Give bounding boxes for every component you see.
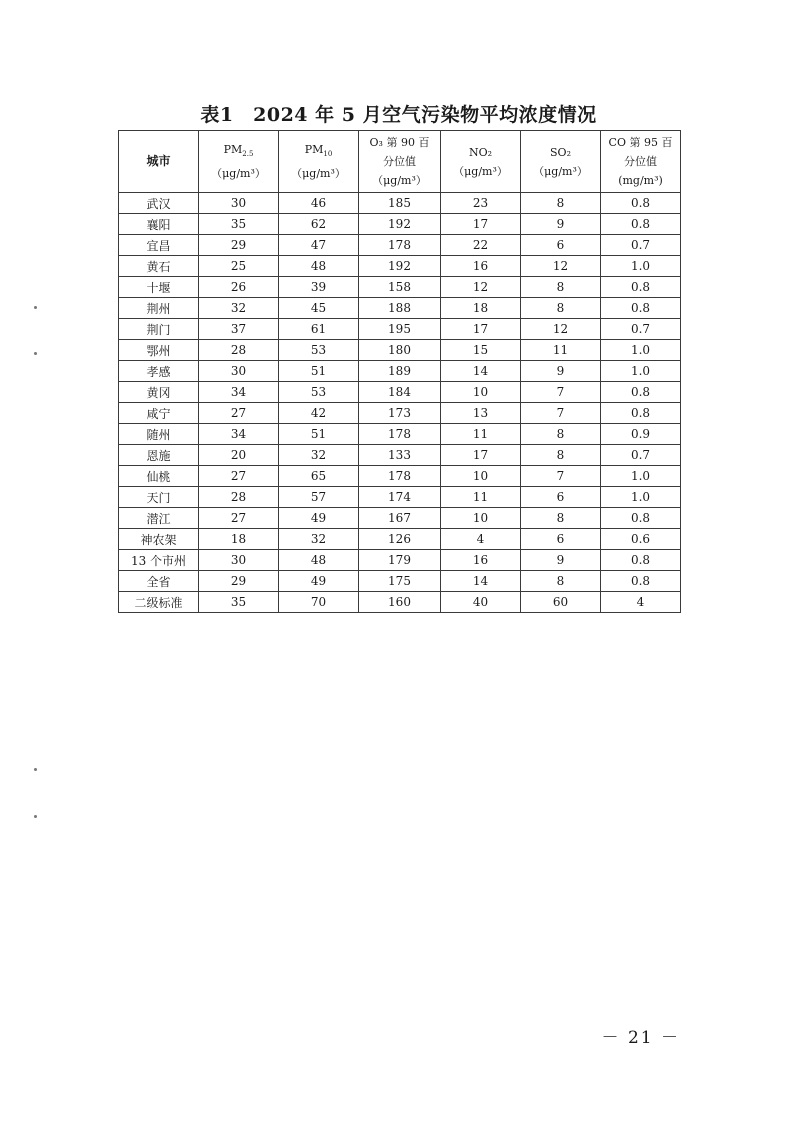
cell-o3: 185 <box>359 193 441 214</box>
cell-pm10: 70 <box>279 592 359 613</box>
o3-label-line2: 分位值 <box>383 155 416 168</box>
table-row <box>119 424 681 445</box>
cell-o3: 180 <box>359 340 441 361</box>
cell-pm25: 25 <box>199 256 279 277</box>
cell-pm25: 27 <box>199 466 279 487</box>
table-row <box>119 298 681 319</box>
table-row <box>119 487 681 508</box>
cell-pm10: 45 <box>279 298 359 319</box>
table-row <box>119 235 681 256</box>
cell-pm10: 51 <box>279 424 359 445</box>
cell-pm25: 28 <box>199 487 279 508</box>
header-co <box>601 131 681 193</box>
co-unit: (mg/m³) <box>618 174 663 187</box>
cell-no2: 14 <box>441 571 521 592</box>
cell-city: 咸宁 <box>119 403 199 424</box>
cell-so2: 8 <box>521 508 601 529</box>
table-row <box>119 592 681 613</box>
cell-pm25: 29 <box>199 571 279 592</box>
cell-o3: 175 <box>359 571 441 592</box>
cell-so2: 8 <box>521 424 601 445</box>
table-body <box>119 193 681 613</box>
cell-o3: 160 <box>359 592 441 613</box>
cell-o3: 178 <box>359 424 441 445</box>
cell-o3: 167 <box>359 508 441 529</box>
cell-pm25: 32 <box>199 298 279 319</box>
cell-o3: 173 <box>359 403 441 424</box>
cell-so2: 9 <box>521 361 601 382</box>
cell-o3: 126 <box>359 529 441 550</box>
cell-pm10: 32 <box>279 529 359 550</box>
cell-city: 天门 <box>119 487 199 508</box>
cell-city: 鄂州 <box>119 340 199 361</box>
table-row <box>119 277 681 298</box>
cell-pm10: 62 <box>279 214 359 235</box>
header-so2 <box>521 131 601 193</box>
scan-speck <box>34 306 37 309</box>
cell-pm10: 51 <box>279 361 359 382</box>
pm25-label: PM <box>223 142 243 156</box>
cell-no2: 17 <box>441 319 521 340</box>
header-o3 <box>359 131 441 193</box>
pollutant-table <box>118 130 681 613</box>
pm25-unit: （μg/m³） <box>211 167 266 181</box>
cell-so2: 7 <box>521 382 601 403</box>
cell-city: 随州 <box>119 424 199 445</box>
cell-o3: 179 <box>359 550 441 571</box>
cell-city: 黄冈 <box>119 382 199 403</box>
cell-pm25: 27 <box>199 403 279 424</box>
table-row <box>119 466 681 487</box>
table-row <box>119 319 681 340</box>
cell-no2: 15 <box>441 340 521 361</box>
cell-co: 0.8 <box>601 382 681 403</box>
cell-so2: 12 <box>521 319 601 340</box>
cell-so2: 8 <box>521 298 601 319</box>
header-city: 城市 <box>119 131 199 193</box>
cell-co: 0.8 <box>601 571 681 592</box>
cell-pm10: 53 <box>279 382 359 403</box>
cell-co: 1.0 <box>601 487 681 508</box>
table-title: 表1 2024 年 5 月空气污染物平均浓度情况 <box>200 104 597 126</box>
cell-so2: 6 <box>521 235 601 256</box>
cell-co: 0.8 <box>601 277 681 298</box>
cell-pm10: 57 <box>279 487 359 508</box>
scan-speck <box>34 352 37 355</box>
page-number: － 21 － <box>601 1028 680 1048</box>
cell-no2: 12 <box>441 277 521 298</box>
cell-city: 潜江 <box>119 508 199 529</box>
table-row <box>119 571 681 592</box>
header-pm25 <box>199 131 279 193</box>
cell-co: 1.0 <box>601 256 681 277</box>
cell-no2: 17 <box>441 445 521 466</box>
cell-co: 0.7 <box>601 235 681 256</box>
cell-pm25: 30 <box>199 550 279 571</box>
cell-no2: 17 <box>441 214 521 235</box>
cell-city: 全省 <box>119 571 199 592</box>
pm10-unit: （μg/m³） <box>291 167 346 181</box>
cell-city: 宜昌 <box>119 235 199 256</box>
cell-pm10: 48 <box>279 256 359 277</box>
cell-pm25: 28 <box>199 340 279 361</box>
cell-no2: 10 <box>441 508 521 529</box>
cell-no2: 16 <box>441 550 521 571</box>
cell-o3: 174 <box>359 487 441 508</box>
cell-co: 0.8 <box>601 508 681 529</box>
cell-so2: 6 <box>521 529 601 550</box>
cell-o3: 158 <box>359 277 441 298</box>
cell-no2: 11 <box>441 487 521 508</box>
cell-o3: 178 <box>359 235 441 256</box>
cell-co: 0.7 <box>601 319 681 340</box>
co-label-line1: CO 第 95 百 <box>608 136 673 149</box>
cell-pm10: 42 <box>279 403 359 424</box>
cell-no2: 13 <box>441 403 521 424</box>
cell-so2: 7 <box>521 403 601 424</box>
cell-so2: 7 <box>521 466 601 487</box>
cell-no2: 16 <box>441 256 521 277</box>
cell-city: 荆门 <box>119 319 199 340</box>
cell-no2: 23 <box>441 193 521 214</box>
cell-no2: 22 <box>441 235 521 256</box>
cell-no2: 10 <box>441 466 521 487</box>
cell-pm10: 48 <box>279 550 359 571</box>
pm10-label: PM <box>304 142 324 156</box>
table-row <box>119 382 681 403</box>
cell-o3: 195 <box>359 319 441 340</box>
cell-co: 0.8 <box>601 403 681 424</box>
table-row <box>119 403 681 424</box>
cell-co: 0.8 <box>601 550 681 571</box>
cell-city: 恩施 <box>119 445 199 466</box>
cell-no2: 4 <box>441 529 521 550</box>
cell-pm10: 53 <box>279 340 359 361</box>
cell-pm10: 65 <box>279 466 359 487</box>
table-row <box>119 256 681 277</box>
co-label-line2: 分位值 <box>624 155 657 168</box>
cell-city: 二级标准 <box>119 592 199 613</box>
cell-no2: 11 <box>441 424 521 445</box>
cell-city: 仙桃 <box>119 466 199 487</box>
cell-o3: 184 <box>359 382 441 403</box>
cell-o3: 192 <box>359 214 441 235</box>
cell-so2: 11 <box>521 340 601 361</box>
cell-city: 荆州 <box>119 298 199 319</box>
cell-pm10: 49 <box>279 571 359 592</box>
cell-pm25: 27 <box>199 508 279 529</box>
cell-no2: 10 <box>441 382 521 403</box>
cell-co: 1.0 <box>601 340 681 361</box>
cell-city: 神农架 <box>119 529 199 550</box>
table-row <box>119 193 681 214</box>
o3-label-line1: O₃ 第 90 百 <box>369 136 430 149</box>
cell-so2: 12 <box>521 256 601 277</box>
table-row <box>119 508 681 529</box>
table-row <box>119 550 681 571</box>
cell-no2: 18 <box>441 298 521 319</box>
cell-co: 0.9 <box>601 424 681 445</box>
cell-pm10: 39 <box>279 277 359 298</box>
cell-co: 1.0 <box>601 466 681 487</box>
cell-city: 十堰 <box>119 277 199 298</box>
pm25-subscript: 2.5 <box>242 150 254 159</box>
header-row <box>119 131 681 193</box>
cell-pm10: 46 <box>279 193 359 214</box>
cell-pm25: 20 <box>199 445 279 466</box>
so2-unit: （μg/m³） <box>533 164 588 178</box>
scan-speck <box>34 768 37 771</box>
cell-pm25: 35 <box>199 214 279 235</box>
cell-so2: 9 <box>521 550 601 571</box>
cell-co: 4 <box>601 592 681 613</box>
cell-pm10: 49 <box>279 508 359 529</box>
table-row <box>119 445 681 466</box>
table-row <box>119 361 681 382</box>
pm10-subscript: 10 <box>323 150 333 159</box>
cell-pm25: 29 <box>199 235 279 256</box>
cell-co: 0.6 <box>601 529 681 550</box>
cell-city: 黄石 <box>119 256 199 277</box>
cell-co: 1.0 <box>601 361 681 382</box>
cell-city: 武汉 <box>119 193 199 214</box>
cell-so2: 9 <box>521 214 601 235</box>
cell-o3: 178 <box>359 466 441 487</box>
cell-so2: 6 <box>521 487 601 508</box>
cell-co: 0.8 <box>601 298 681 319</box>
cell-o3: 133 <box>359 445 441 466</box>
cell-pm10: 61 <box>279 319 359 340</box>
table-row <box>119 529 681 550</box>
so2-label: SO₂ <box>550 145 571 159</box>
cell-o3: 188 <box>359 298 441 319</box>
no2-label: NO₂ <box>468 145 493 159</box>
scan-speck <box>34 815 37 818</box>
table-row <box>119 340 681 361</box>
cell-pm25: 30 <box>199 361 279 382</box>
cell-city: 孝感 <box>119 361 199 382</box>
cell-pm25: 34 <box>199 424 279 445</box>
cell-pm25: 37 <box>199 319 279 340</box>
cell-pm25: 18 <box>199 529 279 550</box>
cell-co: 0.8 <box>601 193 681 214</box>
cell-o3: 192 <box>359 256 441 277</box>
cell-co: 0.7 <box>601 445 681 466</box>
cell-no2: 40 <box>441 592 521 613</box>
header-no2 <box>441 131 521 193</box>
cell-so2: 8 <box>521 277 601 298</box>
cell-pm10: 32 <box>279 445 359 466</box>
cell-pm25: 34 <box>199 382 279 403</box>
no2-unit: （μg/m³） <box>453 164 508 178</box>
cell-so2: 8 <box>521 571 601 592</box>
cell-so2: 8 <box>521 193 601 214</box>
cell-so2: 60 <box>521 592 601 613</box>
cell-pm25: 35 <box>199 592 279 613</box>
o3-unit: （μg/m³） <box>372 174 427 187</box>
cell-pm10: 47 <box>279 235 359 256</box>
cell-o3: 189 <box>359 361 441 382</box>
table-row <box>119 214 681 235</box>
cell-no2: 14 <box>441 361 521 382</box>
cell-city: 襄阳 <box>119 214 199 235</box>
cell-co: 0.8 <box>601 214 681 235</box>
cell-pm25: 26 <box>199 277 279 298</box>
cell-city: 13 个市州 <box>119 550 199 571</box>
cell-pm25: 30 <box>199 193 279 214</box>
cell-so2: 8 <box>521 445 601 466</box>
header-pm10 <box>279 131 359 193</box>
